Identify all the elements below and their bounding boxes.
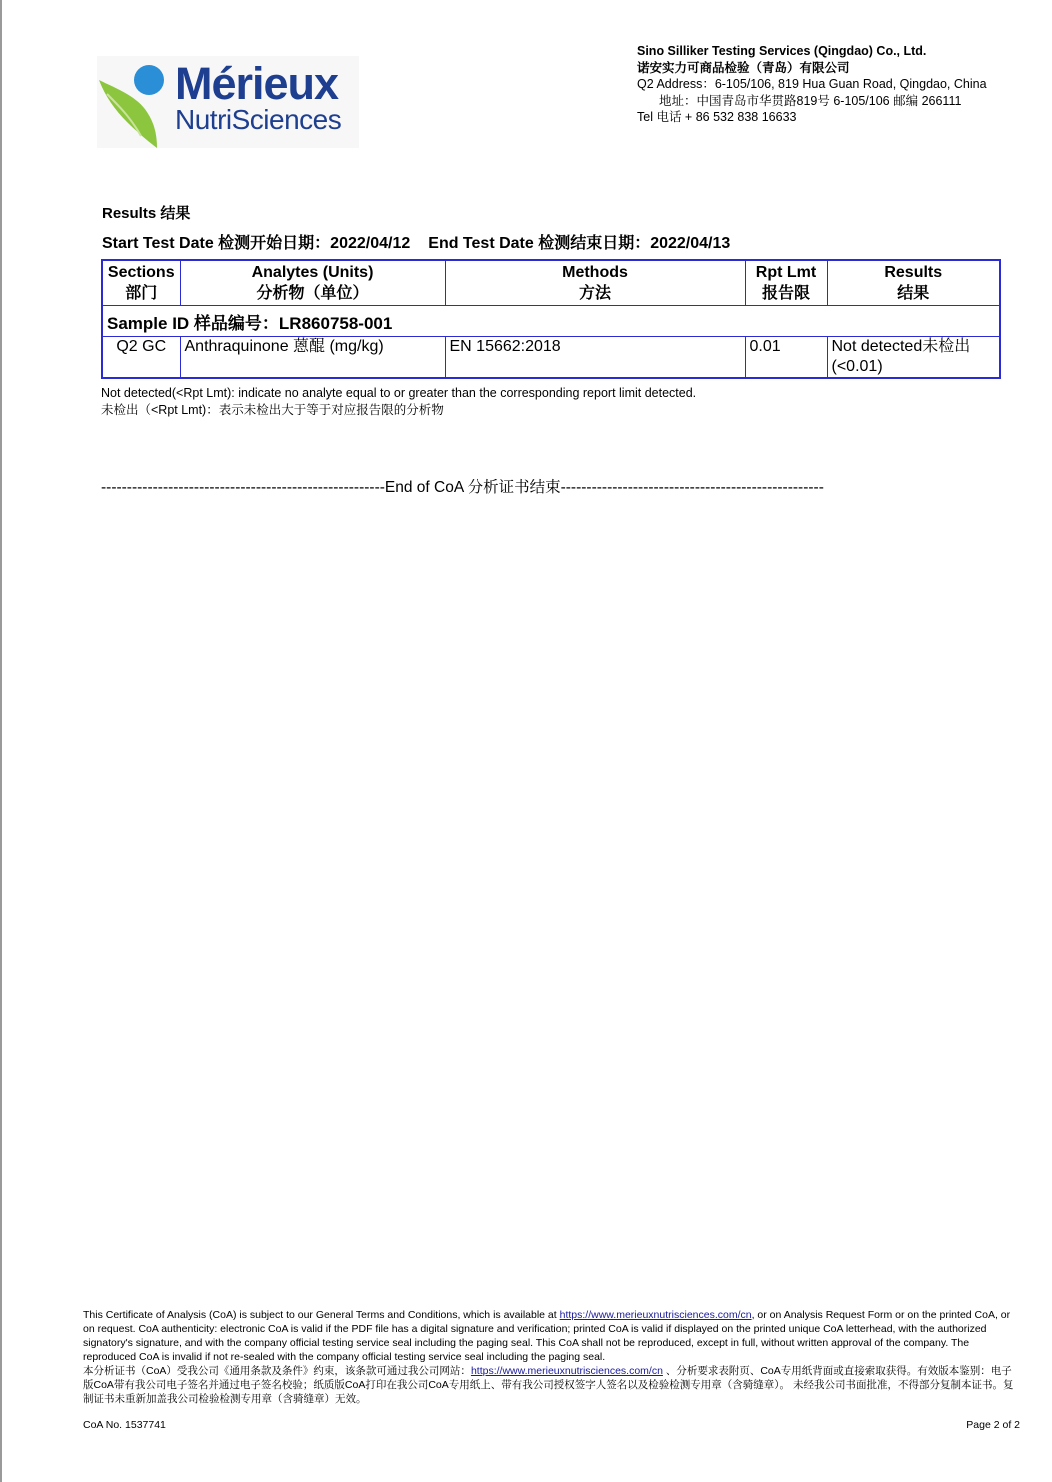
footer-terms xyxy=(83,1308,1019,1406)
header-sections: Sections 部门 xyxy=(102,260,180,306)
cell-analyte: Anthraquinone 蒽醌 (mg/kg) xyxy=(180,337,445,379)
company-name-cn: 诺安实力可商品检验（青岛）有限公司 xyxy=(637,60,850,75)
footer-terms-en: This Certificate of Analysis (CoA) is subject to our General Terms and Conditions, which is available at https://www.merieuxnutrisciences.com/cn, or on Analysis Request Form or on the printed CoA, or on request. CoA authenticity: electronic CoA is valid if the PDF file has a digital signature and verification; printed CoA is valid if displayed on the printed unique CoA letterhead, with the authorized signatory's signature, and with the company official testing service seal including the paging seal. This CoA shall not be reproduced, except in full, without written approval of the company. The reproduced CoA is invalid if not re-sealed with the company official testing service seal including the paging seal. xyxy=(83,1309,1011,1363)
company-address-cn: 地址：中国青岛市华贯路819号 6-105/106 邮编 266111 xyxy=(659,93,962,108)
terms-link[interactable]: https://www.merieuxnutrisciences.com/cn xyxy=(559,1309,752,1321)
cell-rpt-lmt: 0.01 xyxy=(745,337,827,379)
company-header xyxy=(637,43,987,126)
note-cn: 未检出（<Rpt Lmt)：表示未检出大于等于对应报告限的分析物 xyxy=(101,403,444,417)
sample-id: Sample ID 样品编号：LR860758-001 xyxy=(102,306,1000,337)
sample-id-row xyxy=(102,306,1000,337)
note-en: Not detected(<Rpt Lmt): indicate no analyte equal to or greater than the corresponding report limit detected. xyxy=(101,386,697,400)
cell-method: EN 15662:2018 xyxy=(445,337,745,379)
page-left-edge xyxy=(0,0,2,1482)
logo-brand-sub: NutriSciences xyxy=(175,104,342,135)
coa-number: CoA No. 1537741 xyxy=(83,1419,166,1431)
cell-section: Q2 GC xyxy=(102,337,180,379)
header-analytes: Analytes (Units) 分析物（单位） xyxy=(180,260,445,306)
not-detected-note xyxy=(101,385,696,419)
page-number: Page 2 of 2 xyxy=(966,1419,1020,1431)
end-test-date: End Test Date 检测结束日期：2022/04/13 xyxy=(428,235,731,252)
table-row xyxy=(102,337,1000,379)
company-tel: Tel 电话 + 86 532 838 16633 xyxy=(637,110,797,124)
results-title: Results 结果 xyxy=(102,205,191,222)
results-table xyxy=(101,259,1001,379)
start-test-date: Start Test Date 检测开始日期：2022/04/12 xyxy=(102,235,411,252)
table-header-row xyxy=(102,260,1000,306)
company-name-en: Sino Silliker Testing Services (Qingdao) Co., Ltd. xyxy=(637,44,927,58)
test-dates xyxy=(102,230,730,253)
logo-brand-main: Mérieux xyxy=(175,58,339,109)
end-of-coa: -------------------------------------------------------End of CoA 分析证书结束--------------------------------------------------- xyxy=(101,479,824,496)
merieux-logo xyxy=(97,56,359,148)
footer-terms-cn: 本分析证书（CoA）受我公司《通用条款及条件》约束，该条款可通过我公司网站：https://www.merieuxnutrisciences.com/cn 、分析要求表附页、CoA专用纸背面或直接索取获得。有效版本鉴别：电子版CoA带有我公司电子签名并通过电子签名校验；纸质版CoA打印在我公司CoA专用纸上、带有我公司授权签字人签名以及检验检测专用章（含骑缝章）。 未经我公司书面批准，不得部分复制本证书。复制证书未重新加盖我公司检验检测专用章（含骑缝章）无效。 xyxy=(83,1365,1014,1405)
company-address-en: Q2 Address：6-105/106, 819 Hua Guan Road, Qingdao, China xyxy=(637,77,987,91)
logo-leaf-icon xyxy=(97,56,177,148)
header-methods: Methods 方法 xyxy=(445,260,745,306)
cell-result: Not detected未检出(<0.01) xyxy=(827,337,1000,379)
terms-link-cn[interactable]: https://www.merieuxnutrisciences.com/cn xyxy=(470,1365,663,1377)
header-results: Results 结果 xyxy=(827,260,1000,306)
header-rpt-lmt: Rpt Lmt 报告限 xyxy=(745,260,827,306)
